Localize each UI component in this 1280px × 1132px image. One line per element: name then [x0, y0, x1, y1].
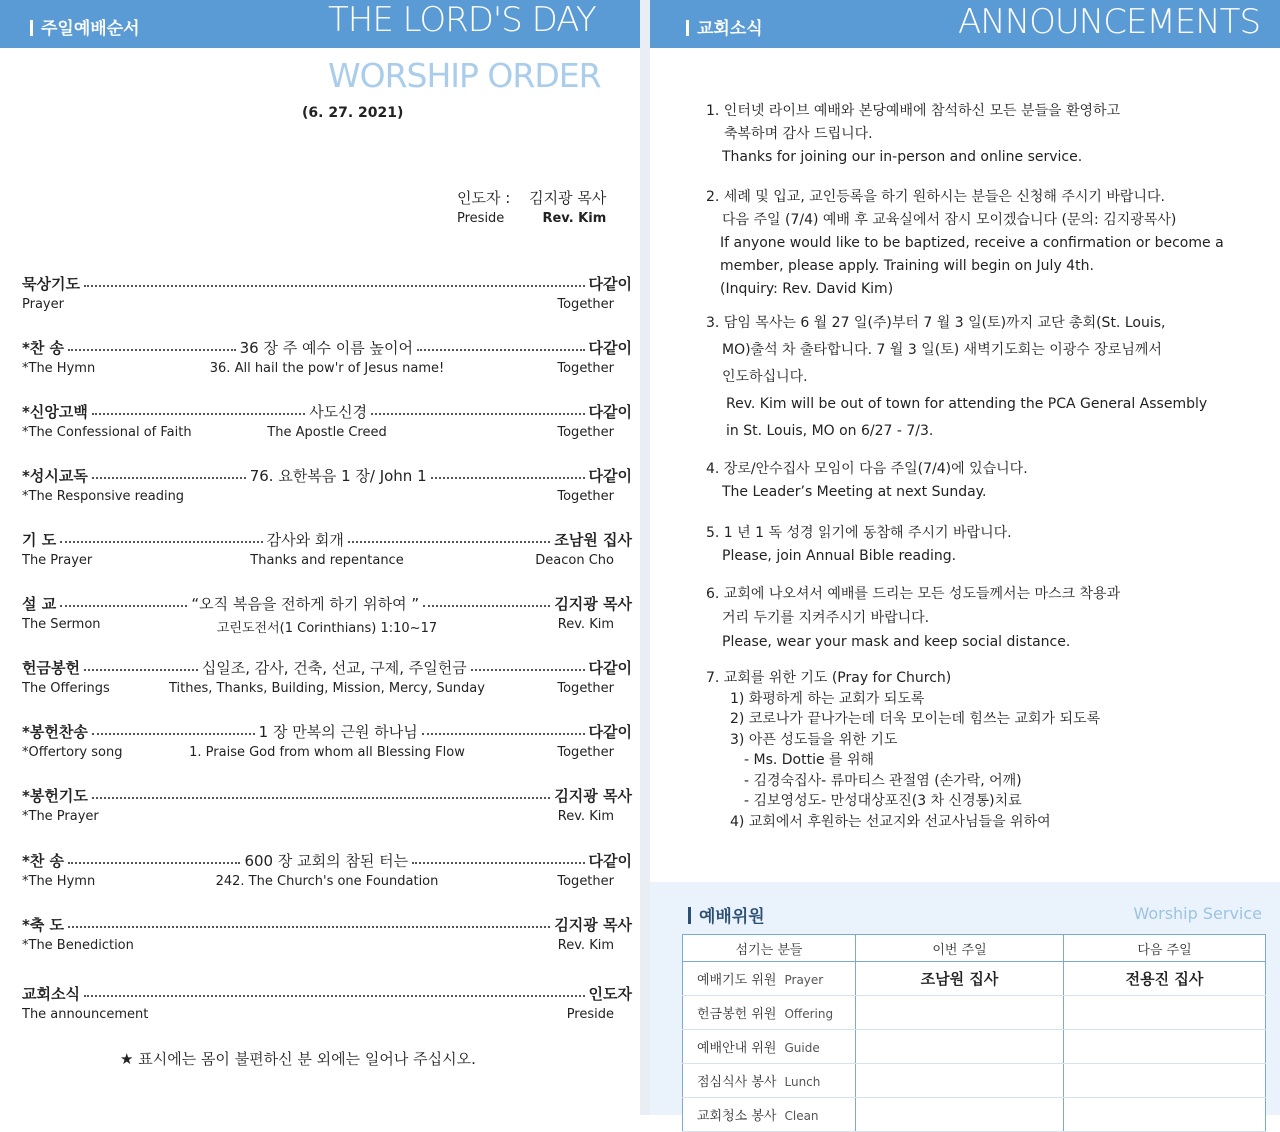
order-item-leader-ko: 다같이 — [588, 722, 633, 741]
leader-dots — [92, 797, 551, 799]
col-header-this-sunday: 이번 주일 — [856, 935, 1064, 962]
worship-service-title: 예배위원 — [688, 902, 765, 927]
order-item-content-ko: 1 장 만복의 근원 하나님 — [258, 722, 418, 741]
preside-en — [457, 211, 606, 226]
announcement-text: 2. 세례 및 입교, 교인등록을 하기 원하시는 분들은 신청해 주시기 바랍니다. — [706, 189, 1165, 205]
order-item-ko-line — [22, 592, 632, 614]
preside-name-en: Rev. Kim — [542, 211, 607, 226]
table-row — [683, 996, 1266, 1030]
col-header-next-sunday: 다음 주일 — [1064, 935, 1266, 962]
order-item-ko-line — [22, 272, 632, 294]
leader-dots — [92, 733, 255, 735]
role-ko: 예배안내 위원 — [697, 1041, 777, 1056]
role-en: Prayer — [784, 973, 824, 987]
order-item-content-ko: 십일조, 감사, 건축, 선교, 구제, 주일헌금 — [201, 658, 467, 677]
order-item-leader-en: Preside — [566, 1007, 614, 1022]
announcement-1 — [706, 100, 1266, 169]
role-en: Offering — [784, 1007, 834, 1021]
order-item — [22, 720, 632, 770]
announcement-text-en: member, please apply. Training will begin on July 4th. — [720, 258, 1094, 274]
prayer-subitem: - Ms. Dottie 를 위해 — [744, 752, 875, 768]
order-item-title-ko: 설 교 — [22, 594, 57, 613]
order-item-en-line — [22, 1007, 632, 1025]
order-item-title-ko: *찬 송 — [22, 851, 65, 870]
leader-dots — [92, 413, 305, 415]
table-row — [683, 1030, 1266, 1064]
order-item-leader-ko: 다같이 — [588, 466, 633, 485]
prayer-item: 1) 화평하게 하는 교회가 되도록 — [730, 690, 925, 707]
order-item — [22, 592, 632, 642]
order-item-title-ko: 헌금봉헌 — [22, 658, 80, 677]
preside-name-ko: 김지광 목사 — [529, 189, 607, 207]
worship-service-title-en: Worship Service — [1133, 904, 1262, 923]
order-item-title-ko: 묵상기도 — [22, 274, 80, 293]
order-item-ko-line — [22, 336, 632, 358]
order-item-en-line — [22, 425, 632, 443]
order-item-leader-ko: 다같이 — [588, 402, 633, 421]
order-item-en-line — [22, 809, 632, 827]
leader-dots — [84, 285, 585, 287]
prayer-item: 3) 아픈 성도들을 위한 기도 — [730, 731, 898, 748]
order-item-ko-line — [22, 849, 632, 871]
role-ko: 헌금봉헌 위원 — [697, 1007, 777, 1022]
role-cell — [683, 1064, 856, 1098]
order-item-leader-en: Together — [557, 425, 614, 440]
order-item-title-en: *The Responsive reading — [22, 489, 185, 504]
table-row — [683, 962, 1266, 996]
announcement-text: 7. 교회를 위한 기도 (Pray for Church) — [706, 670, 952, 686]
this-sunday-cell — [856, 1030, 1064, 1064]
order-item-title-ko: *찬 송 — [22, 338, 65, 357]
this-sunday-cell — [856, 1064, 1064, 1098]
announcement-text: 4. 장로/안수집사 모임이 다음 주일(7/4)에 있습니다. — [706, 461, 1028, 477]
col-header-servers: 섬기는 분들 — [683, 935, 856, 962]
page-title-lords-day: THE LORD'S DAY — [328, 0, 596, 40]
announcement-text-en: If anyone would like to be baptized, receive a confirmation or become a — [720, 235, 1224, 251]
order-item-title-ko: 기 도 — [22, 530, 57, 549]
order-item-content-ko: 사도신경 — [309, 402, 368, 421]
order-item-en-line — [22, 361, 632, 379]
order-item-leader-en: Together — [557, 297, 614, 312]
leader-dots — [422, 733, 585, 735]
announcement-text: 6. 교회에 나오셔서 예배를 드리는 모든 성도들께서는 마스크 착용과 — [706, 586, 1121, 602]
leader-dots — [60, 541, 262, 543]
order-item — [22, 784, 632, 834]
order-item-leader-en: Rev. Kim — [557, 809, 614, 824]
role-cell — [683, 996, 856, 1030]
order-item-title-ko: *성시교독 — [22, 466, 88, 485]
leader-dots — [371, 413, 584, 415]
order-item-content-ko: “오직 복음을 전하게 하기 위하여 ” — [191, 594, 420, 613]
leader-dots — [60, 605, 187, 607]
next-sunday-cell — [1064, 1030, 1266, 1064]
order-item-title-ko: *봉헌찬송 — [22, 722, 88, 741]
announcement-text: 축복하며 감사 드립니다. — [724, 126, 873, 142]
preside-ko — [457, 187, 606, 208]
announcement-text-en: Please, join Annual Bible reading. — [722, 548, 957, 564]
role-en: Guide — [784, 1041, 820, 1055]
order-item — [22, 982, 632, 1032]
role-cell — [683, 1030, 856, 1064]
order-item-title-en: *The Hymn — [22, 361, 96, 376]
role-en: Lunch — [784, 1075, 821, 1089]
prayer-item: 4) 교회에서 후원하는 선교지와 선교사님들을 위하여 — [730, 813, 1051, 830]
order-item-ko-line — [22, 913, 632, 935]
worship-service-table — [682, 934, 1266, 1132]
preside-label-en: Preside — [457, 211, 505, 226]
announcement-text: 인도하십니다. — [722, 369, 808, 385]
order-item-en-line — [22, 681, 632, 699]
section-label-announcements: 교회소식 — [686, 14, 763, 39]
order-item-en-line — [22, 617, 632, 635]
announcement-text: 1. 인터넷 라이브 예배와 본당예배에 참석하신 모든 분들을 환영하고 — [706, 103, 1121, 119]
order-item-leader-ko: 김지광 목사 — [554, 786, 632, 805]
order-item-content-en: Thanks and repentance — [250, 553, 404, 568]
role-ko: 예배기도 위원 — [697, 973, 777, 988]
prayer-subitem: - 김경숙집사- 류마티스 관절염 (손가락, 어깨) — [744, 772, 1022, 789]
table-row — [683, 1064, 1266, 1098]
order-item-content-ko: 600 장 교회의 참된 터는 — [244, 851, 409, 870]
role-en: Clean — [784, 1109, 819, 1123]
order-item-content-ko: 36 장 주 예수 이름 높이어 — [239, 338, 413, 357]
order-item-title-ko: 교회소식 — [22, 984, 80, 1003]
order-item-title-en: *The Benediction — [22, 938, 134, 953]
order-item-ko-line — [22, 400, 632, 422]
order-item-leader-ko: 조남원 집사 — [554, 530, 633, 549]
this-sunday-cell: 조남원 집사 — [856, 962, 1064, 996]
role-ko: 교회청소 봉사 — [697, 1109, 777, 1124]
order-item-content-en: 고린도전서(1 Corinthians) 1:10~17 — [216, 621, 438, 636]
order-item-title-en: The announcement — [22, 1007, 149, 1022]
order-item-en-line — [22, 745, 632, 763]
order-item — [22, 913, 632, 963]
order-item-content-en: 242. The Church's one Foundation — [215, 874, 439, 889]
leader-dots — [423, 605, 550, 607]
order-item-leader-ko: 김지광 목사 — [554, 915, 632, 934]
leader-dots — [68, 862, 240, 864]
announcement-text-en: (Inquiry: Rev. David Kim) — [720, 281, 894, 297]
page-title-announcements: ANNOUNCEMENTS — [958, 2, 1261, 42]
role-ko: 점심식사 봉사 — [697, 1075, 777, 1090]
table-header-row — [683, 935, 1266, 962]
order-item — [22, 464, 632, 514]
leader-dots — [68, 926, 550, 928]
announcement-6 — [706, 582, 1266, 654]
order-item-ko-line — [22, 656, 632, 678]
announcement-5 — [706, 522, 1266, 568]
order-item-leader-en: Rev. Kim — [557, 938, 614, 953]
order-item-ko-line — [22, 982, 632, 1004]
this-sunday-cell — [856, 996, 1064, 1030]
order-item-leader-ko: 김지광 목사 — [554, 594, 632, 613]
leader-dots — [431, 477, 585, 479]
order-item-content-en: Tithes, Thanks, Building, Mission, Mercy, Sunday — [169, 681, 485, 696]
order-item-title-ko: *봉헌기도 — [22, 786, 88, 805]
announcement-text: 다음 주일 (7/4) 예배 후 교육실에서 잠시 모이겠습니다 (문의: 김지광목사) — [722, 212, 1177, 228]
order-item-en-line — [22, 874, 632, 892]
leader-dots — [412, 862, 584, 864]
preside-label-ko: 인도자 : — [457, 189, 511, 207]
prayer-subitem: - 김보영성도- 만성대상포진(3 차 신경통)치료 — [744, 793, 1022, 809]
order-item — [22, 272, 632, 322]
order-item-leader-ko: 다같이 — [588, 658, 632, 677]
page-subtitle-worship-order: WORSHIP ORDER — [328, 56, 601, 95]
order-item-title-ko: *신앙고백 — [22, 402, 88, 421]
order-item-leader-ko: 다같이 — [588, 851, 632, 870]
order-item-title-en: The Sermon — [22, 617, 101, 632]
order-item-title-en: *The Prayer — [22, 809, 99, 824]
announcement-text-en: Thanks for joining our in-person and online service. — [722, 149, 1083, 165]
order-item-title-en: The Offerings — [22, 681, 110, 696]
leader-dots — [84, 669, 198, 671]
leader-dots — [348, 541, 550, 543]
announcement-7 — [706, 668, 1266, 832]
order-item-title-en: *Offertory song — [22, 745, 123, 760]
announcement-text: 거리 두기를 지켜주시기 바랍니다. — [722, 610, 930, 626]
order-item-content-ko: 감사와 회개 — [266, 530, 344, 549]
leader-dots — [68, 349, 236, 351]
prayer-item: 2) 코로나가 끝나가는데 더욱 모이는데 힘쓰는 교회가 되도록 — [730, 711, 1101, 727]
order-item-title-ko: *축 도 — [22, 915, 65, 934]
order-item-title-en: *The Hymn — [22, 874, 96, 889]
announcement-4 — [706, 458, 1266, 504]
leader-dots — [471, 669, 585, 671]
order-item-en-line — [22, 553, 632, 571]
order-item-leader-ko: 인도자 — [588, 984, 632, 1003]
leader-dots — [417, 349, 585, 351]
announcement-text: MO)출석 차 출타합니다. 7 월 3 일(토) 새벽기도회는 이광수 장로님께서 — [722, 342, 1162, 358]
leader-dots — [84, 995, 585, 997]
order-item — [22, 528, 632, 578]
order-item-content-en: 36. All hail the pow'r of Jesus name! — [209, 361, 445, 376]
order-item-leader-en: Together — [557, 361, 614, 376]
next-sunday-cell — [1064, 1064, 1266, 1098]
announcement-text-en: in St. Louis, MO on 6/27 - 7/3. — [726, 423, 934, 439]
order-item-leader-ko: 다같이 — [588, 274, 632, 293]
order-item-title-en: *The Confessional of Faith — [22, 425, 192, 440]
order-item-title-en: The Prayer — [22, 553, 93, 568]
worship-service-panel — [650, 882, 1280, 1124]
order-item-ko-line — [22, 784, 632, 806]
order-item-en-line — [22, 489, 632, 507]
order-item-leader-ko: 다같이 — [588, 338, 632, 357]
section-label-worship-order: 주일예배순서 — [30, 14, 140, 39]
standing-footnote: ★ 표시에는 몸이 불편하신 분 외에는 일어나 주십시오. — [120, 1050, 476, 1068]
announcement-text-en: Rev. Kim will be out of town for attending the PCA General Assembly — [726, 396, 1208, 412]
page-fold — [640, 0, 650, 1115]
order-item-title-en: Prayer — [22, 297, 64, 312]
announcement-text-en: Please, wear your mask and keep social distance. — [722, 634, 1071, 650]
announcement-2 — [706, 186, 1266, 301]
order-item-ko-line — [22, 720, 632, 742]
announcement-text-en: The Leader’s Meeting at next Sunday. — [722, 484, 987, 500]
announcement-text: 3. 담임 목사는 6 월 27 일(주)부터 7 월 3 일(토)까지 교단 총회(St. Louis, — [706, 315, 1166, 331]
leader-dots — [92, 477, 246, 479]
order-item-ko-line — [22, 528, 632, 550]
order-item-content-en: 1. Praise God from whom all Blessing Flow — [189, 745, 465, 760]
order-item-leader-en: Together — [557, 489, 614, 504]
service-date: (6. 27. 2021) — [302, 105, 404, 121]
order-item-ko-line — [22, 464, 632, 486]
order-item-leader-en: Deacon Cho — [535, 553, 614, 568]
order-item-leader-en: Together — [557, 745, 614, 760]
order-item-en-line — [22, 938, 632, 956]
order-item — [22, 656, 632, 706]
announcement-3 — [706, 310, 1266, 445]
order-item-leader-en: Together — [557, 681, 614, 696]
order-item — [22, 849, 632, 899]
order-item-en-line — [22, 297, 632, 315]
order-item-leader-en: Together — [557, 874, 614, 889]
order-item-content-ko: 76. 요한복음 1 장/ John 1 — [249, 466, 427, 485]
next-sunday-cell: 전용진 집사 — [1064, 962, 1266, 996]
order-item — [22, 400, 632, 450]
announcement-text: 5. 1 년 1 독 성경 읽기에 동참해 주시기 바랍니다. — [706, 525, 1012, 541]
order-item-leader-en: Rev. Kim — [557, 617, 614, 632]
order-item-content-en: The Apostle Creed — [267, 425, 387, 440]
next-sunday-cell — [1064, 996, 1266, 1030]
role-cell — [683, 962, 856, 996]
order-item — [22, 336, 632, 386]
